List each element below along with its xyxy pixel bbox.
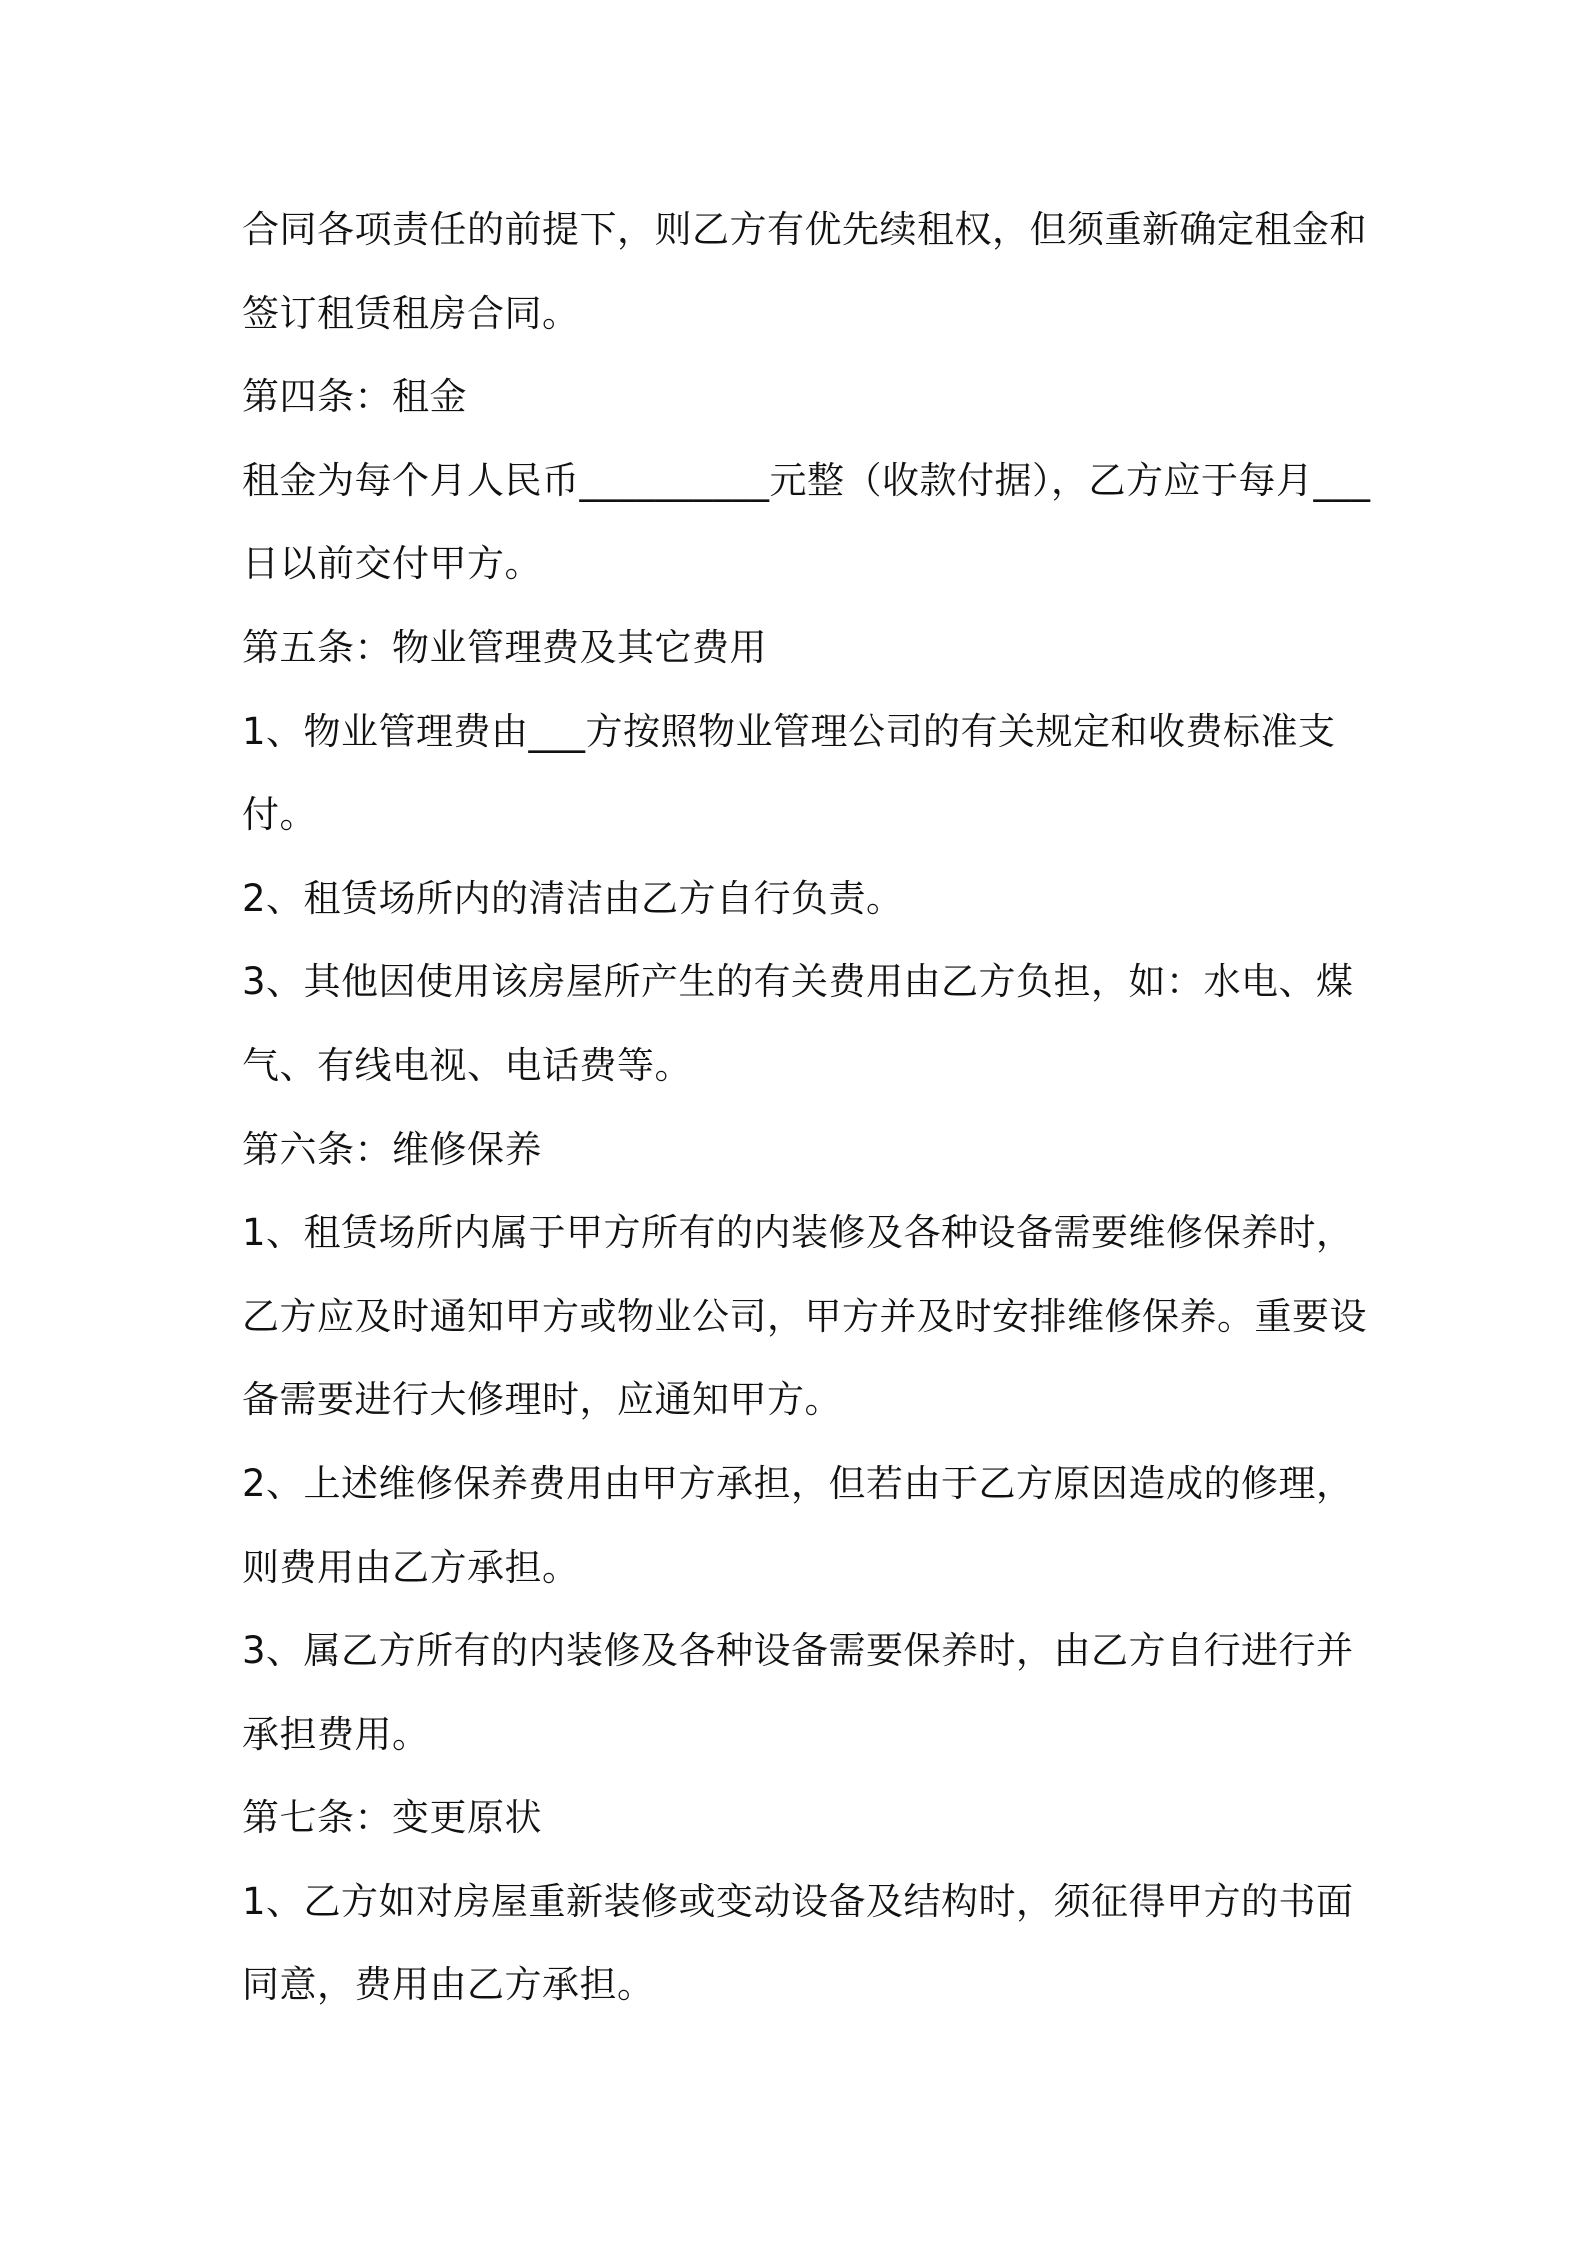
text-line: 3、其他因使用该房屋所产生的有关费用由乙方负担，如：水电、煤	[242, 960, 1354, 1004]
text-line: 1、乙方如对房屋重新装修或变动设备及结构时，须征得甲方的书面	[242, 1879, 1354, 1923]
text-line: 日以前交付甲方。	[242, 542, 542, 586]
text-line: 承担费用。	[242, 1712, 430, 1756]
text-line: 备需要进行大修理时，应通知甲方。	[242, 1378, 842, 1422]
article-5-heading: 第五条：物业管理费及其它费用	[242, 625, 767, 669]
text-line: 乙方应及时通知甲方或物业公司，甲方并及时安排维修保养。重要设	[242, 1294, 1367, 1338]
article-6-heading: 第六条：维修保养	[242, 1127, 542, 1171]
text-line: 签订租赁租房合同。	[242, 291, 580, 335]
text-line: 则费用由乙方承担。	[242, 1545, 580, 1589]
text-line: 3、属乙方所有的内装修及各种设备需要保养时，由乙方自行进行并	[242, 1629, 1354, 1673]
text-line: 2、租赁场所内的清洁由乙方自行负责。	[242, 876, 904, 920]
text-line: 合同各项责任的前提下，则乙方有优先续租权，但须重新确定租金和	[242, 208, 1367, 251]
text-line: 同意，费用由乙方承担。	[242, 1963, 655, 2007]
text-line: 2、上述维修保养费用由甲方承担，但若由于乙方原因造成的修理，	[242, 1461, 1354, 1505]
text-line: 1、物业管理费由___方按照物业管理公司的有关规定和收费标准支	[242, 709, 1336, 753]
text-line: 1、租赁场所内属于甲方所有的内装修及各种设备需要维修保养时，	[242, 1211, 1354, 1255]
text-line: 租金为每个月人民币__________元整（收款付据），乙方应于每月___	[242, 458, 1371, 502]
text-line: 付。	[242, 793, 317, 837]
text-line: 气、有线电视、电话费等。	[242, 1043, 692, 1087]
contract-text	[242, 188, 1371, 2027]
article-4-heading: 第四条：租金	[242, 375, 467, 419]
article-7-heading: 第七条：变更原状	[242, 1796, 542, 1840]
